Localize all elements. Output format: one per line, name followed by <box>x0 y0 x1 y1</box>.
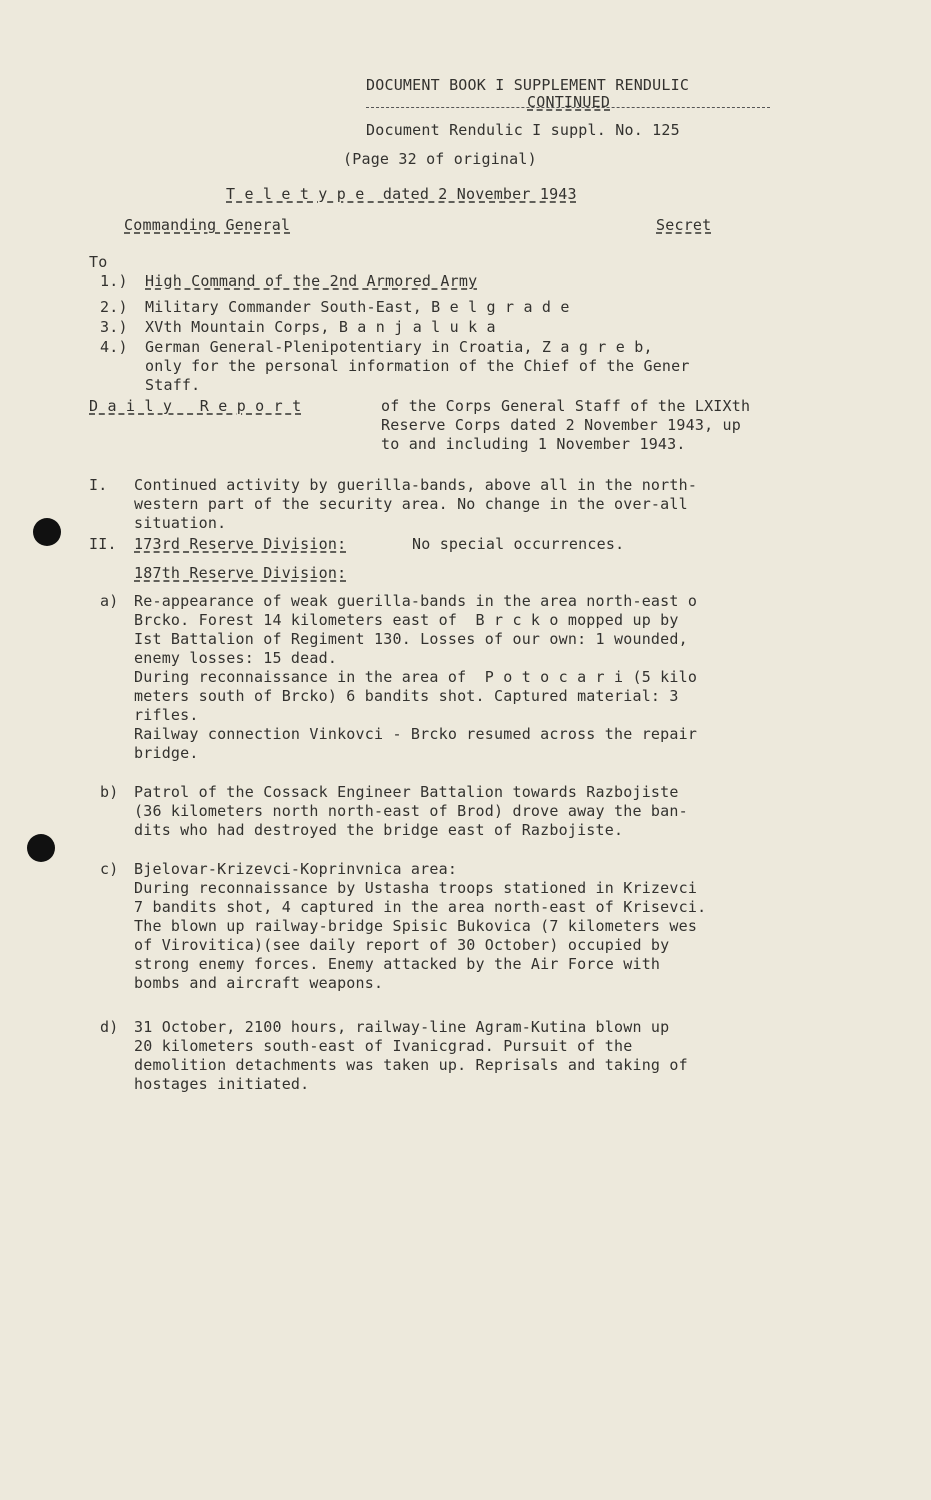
item-line: The blown up railway-bridge Spisic Bukovica (7 kilometers wes <box>134 917 698 935</box>
item-line: During reconnaissance by Ustasha troops stationed in Krizevci <box>134 879 698 897</box>
item-line: Railway connection Vinkovci - Brcko resumed across the repair <box>134 725 698 743</box>
recipient-number: 3.) <box>100 318 128 336</box>
document-title: DOCUMENT BOOK I SUPPLEMENT RENDULIC <box>366 76 690 94</box>
item-line: bridge. <box>134 744 199 762</box>
item-line: demolition detachments was taken up. Reprisals and taking of <box>134 1056 688 1074</box>
classification-label: Secret <box>656 216 712 234</box>
item-line: Brcko. Forest 14 kilometers east of B r c k o mopped up by <box>134 611 679 629</box>
item-line: 20 kilometers south-east of Ivanicgrad. Pursuit of the <box>134 1037 633 1055</box>
item-line: rifles. <box>134 706 199 724</box>
recipient-text: Staff. <box>145 376 201 394</box>
item-line: Ist Battalion of Regiment 130. Losses of our own: 1 wounded, <box>134 630 688 648</box>
section-line: situation. <box>134 514 227 532</box>
teletype-heading: T e l e t y p e dated 2 November 1943 <box>226 185 577 203</box>
page-reference: (Page 32 of original) <box>343 150 537 168</box>
recipient-text: German General-Plenipotentiary in Croatia, Z a g r e b, <box>145 338 653 356</box>
item-line: of Virovitica)(see daily report of 30 October) occupied by <box>134 936 670 954</box>
daily-report-label: D a i l y R e p o r t <box>89 397 302 415</box>
item-line: strong enemy forces. Enemy attacked by the Air Force with <box>134 955 661 973</box>
item-label: a) <box>100 592 119 610</box>
daily-report-line: to and including 1 November 1943. <box>381 435 686 453</box>
division-173-text: No special occurrences. <box>412 535 625 553</box>
recipient-number: 2.) <box>100 298 128 316</box>
section-number: I. <box>89 476 108 494</box>
section-line: western part of the security area. No change in the over-all <box>134 495 688 513</box>
item-label: d) <box>100 1018 119 1036</box>
item-line: 7 bandits shot, 4 captured in the area north-east of Krisevci. <box>134 898 707 916</box>
item-line: Patrol of the Cossack Engineer Battalion towards Razbojiste <box>134 783 679 801</box>
to-label: To <box>89 253 108 271</box>
daily-report-line: Reserve Corps dated 2 November 1943, up <box>381 416 741 434</box>
recipient-text: XVth Mountain Corps, B a n j a l u k a <box>145 318 496 336</box>
section-line: Continued activity by guerilla-bands, above all in the north- <box>134 476 698 494</box>
recipient-number: 1.) <box>100 272 128 290</box>
item-line: dits who had destroyed the bridge east of Razbojiste. <box>134 821 624 839</box>
punch-hole <box>27 834 55 862</box>
sender-label: Commanding General <box>124 216 291 234</box>
item-line: meters south of Brcko) 6 bandits shot. Captured material: 3 <box>134 687 679 705</box>
continued-label: CONTINUED <box>527 93 611 111</box>
item-line: 31 October, 2100 hours, railway-line Agram-Kutina blown up <box>134 1018 670 1036</box>
recipient-text: High Command of the 2nd Armored Army <box>145 272 478 290</box>
item-line: bombs and aircraft weapons. <box>134 974 384 992</box>
item-label: b) <box>100 783 119 801</box>
recipient-number: 4.) <box>100 338 128 356</box>
recipient-text: only for the personal information of the Chief of the Gener <box>145 357 690 375</box>
document-reference: Document Rendulic I suppl. No. 125 <box>366 121 680 139</box>
item-line: (36 kilometers north north-east of Brod) drove away the ban- <box>134 802 688 820</box>
division-173-title: 173rd Reserve Division: <box>134 535 347 553</box>
division-187-title: 187th Reserve Division: <box>134 564 347 582</box>
item-line: enemy losses: 15 dead. <box>134 649 338 667</box>
punch-hole <box>33 518 61 546</box>
item-line: Bjelovar-Krizevci-Koprinvnica area: <box>134 860 458 878</box>
recipient-text: Military Commander South-East, B e l g r a d e <box>145 298 570 316</box>
item-line: Re-appearance of weak guerilla-bands in the area north-east o <box>134 592 698 610</box>
item-line: hostages initiated. <box>134 1075 310 1093</box>
item-label: c) <box>100 860 119 878</box>
item-line: During reconnaissance in the area of P o t o c a r i (5 kilo <box>134 668 698 686</box>
section-number: II. <box>89 535 117 553</box>
daily-report-line: of the Corps General Staff of the LXIXth <box>381 397 751 415</box>
